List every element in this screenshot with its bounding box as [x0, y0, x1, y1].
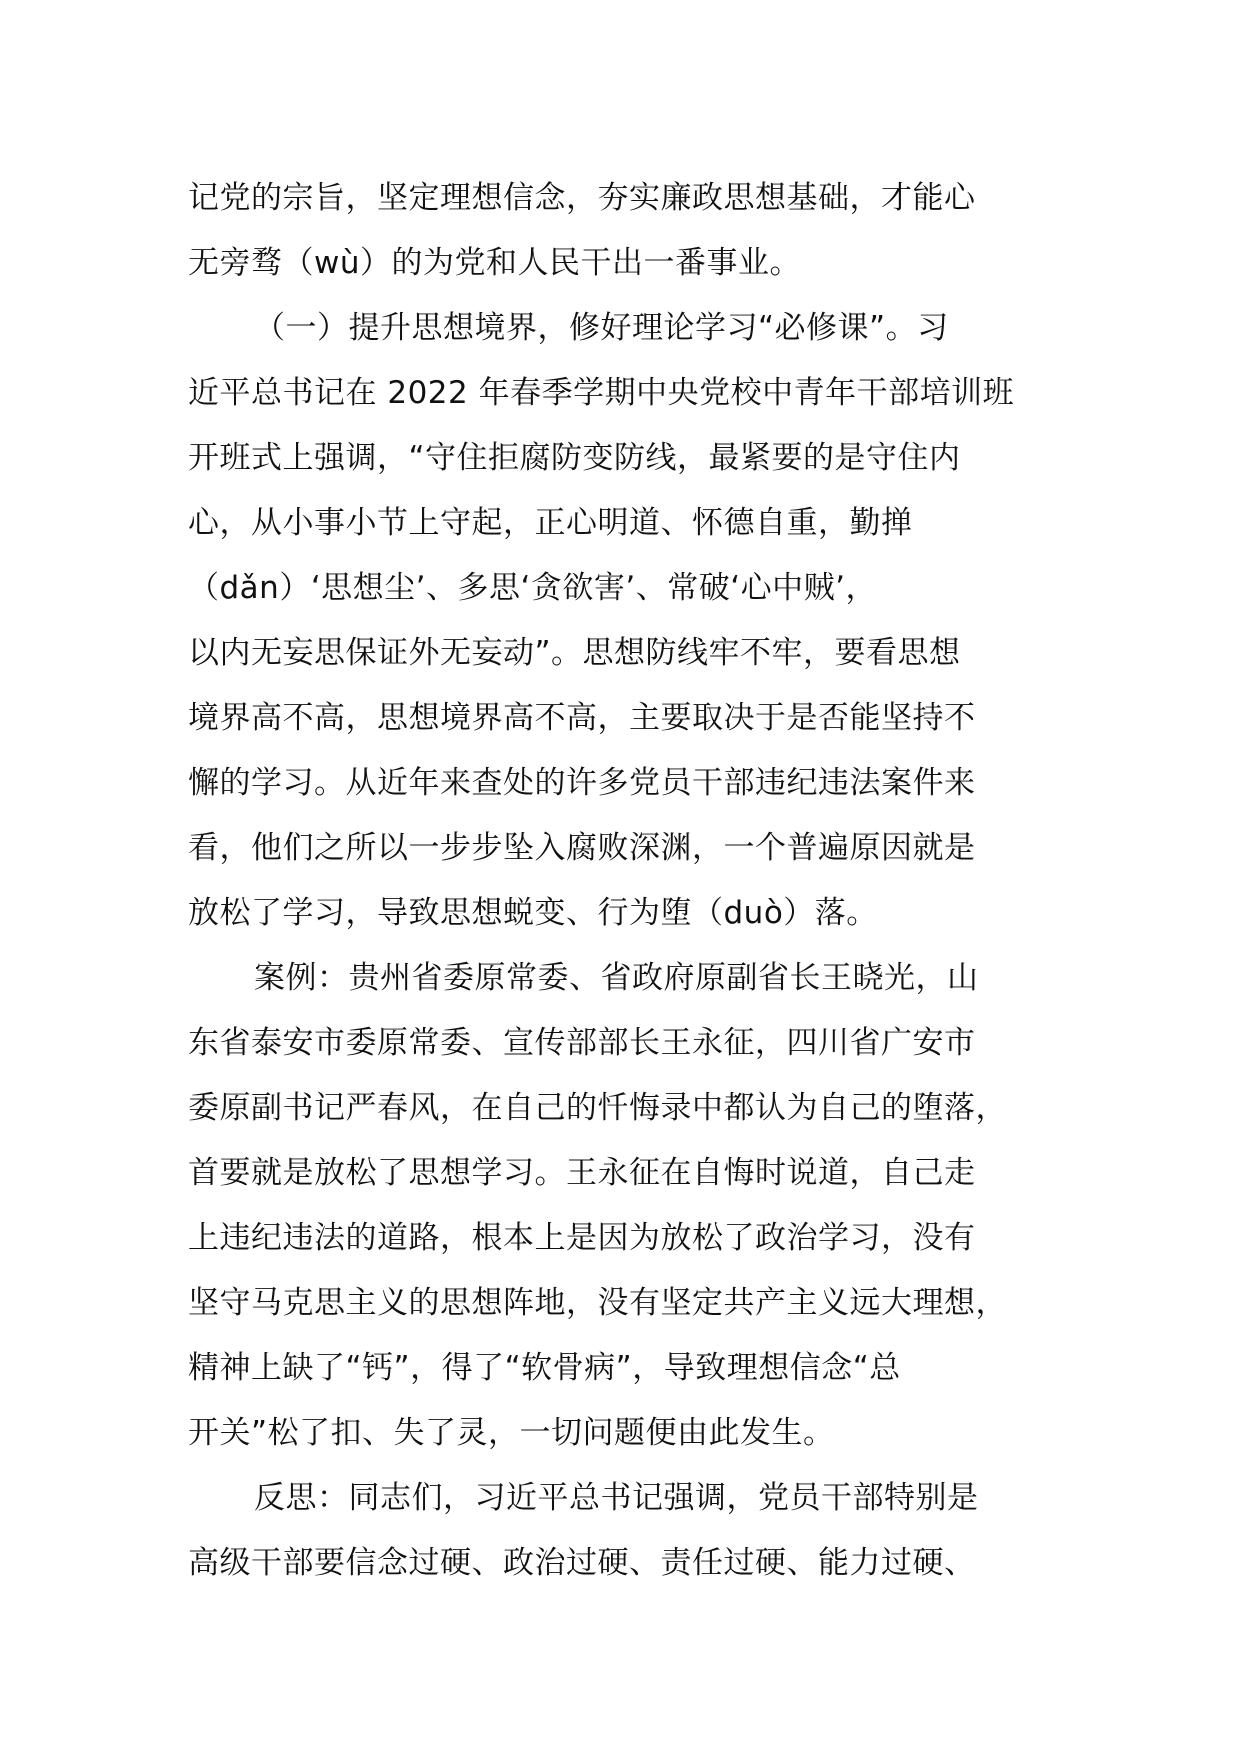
- text-line: （dǎn）‘思想尘’、多思‘贪欲害’、常破‘心中贼’，: [188, 570, 877, 606]
- text-line: 坚守马克思主义的思想阵地，没有坚定共产主义远大理想，: [188, 1285, 1007, 1321]
- text-line: 心，从小事小节上守起，正心明道、怀德自重，勤掸: [188, 505, 913, 541]
- text-line: 上违纪违法的道路，根本上是因为放松了政治学习，没有: [188, 1220, 976, 1256]
- text-line: 懈的学习。从近年来查处的许多党员干部违纪违法案件来: [188, 765, 976, 801]
- reflection-paragraph-line: 反思：同志们，习近平总书记强调，党员干部特别是: [254, 1480, 979, 1516]
- text-line: 首要就是放松了思想学习。王永征在自悔时说道，自己走: [188, 1155, 976, 1191]
- text-line: 高级干部要信念过硬、政治过硬、责任过硬、能力过硬、: [188, 1545, 976, 1581]
- body-text: [188, 166, 1068, 1596]
- text-line: 东省泰安市委原常委、宣传部部长王永征，四川省广安市: [188, 1025, 976, 1061]
- case-paragraph-line: 案例：贵州省委原常委、省政府原副省长王晓光，山: [254, 960, 979, 996]
- text-line: 委原副书记严春风，在自己的忏悔录中都认为自己的堕落，: [188, 1090, 1007, 1126]
- text-line: 开关”松了扣、失了灵，一切问题便由此发生。: [188, 1415, 835, 1451]
- text-line: 境界高不高，思想境界高不高，主要取决于是否能坚持不: [188, 700, 976, 736]
- text-line: 近平总书记在 2022 年春季学期中央党校中青年干部培训班: [188, 375, 1015, 411]
- text-line: 放松了学习，导致思想蜕变、行为堕（duò）落。: [188, 895, 878, 931]
- text-line: 看，他们之所以一步步坠入腐败深渊，一个普遍原因就是: [188, 830, 976, 866]
- text-line: 无旁骛（wù）的为党和人民干出一番事业。: [188, 245, 801, 281]
- text-line: 以内无妄思保证外无妄动”。思想防线牢不牢，要看思想: [188, 635, 961, 671]
- text-line: 记党的宗旨，坚定理想信念，夯实廉政思想基础，才能心: [188, 180, 976, 216]
- section-heading-line: （一）提升思想境界，修好理论学习“必修课”。习: [254, 310, 949, 346]
- text-line: 精神上缺了“钙”，得了“软骨病”，导致理想信念“总: [188, 1350, 901, 1386]
- text-line: 开班式上强调，“守住拒腐防变防线，最紧要的是守住内: [188, 440, 961, 476]
